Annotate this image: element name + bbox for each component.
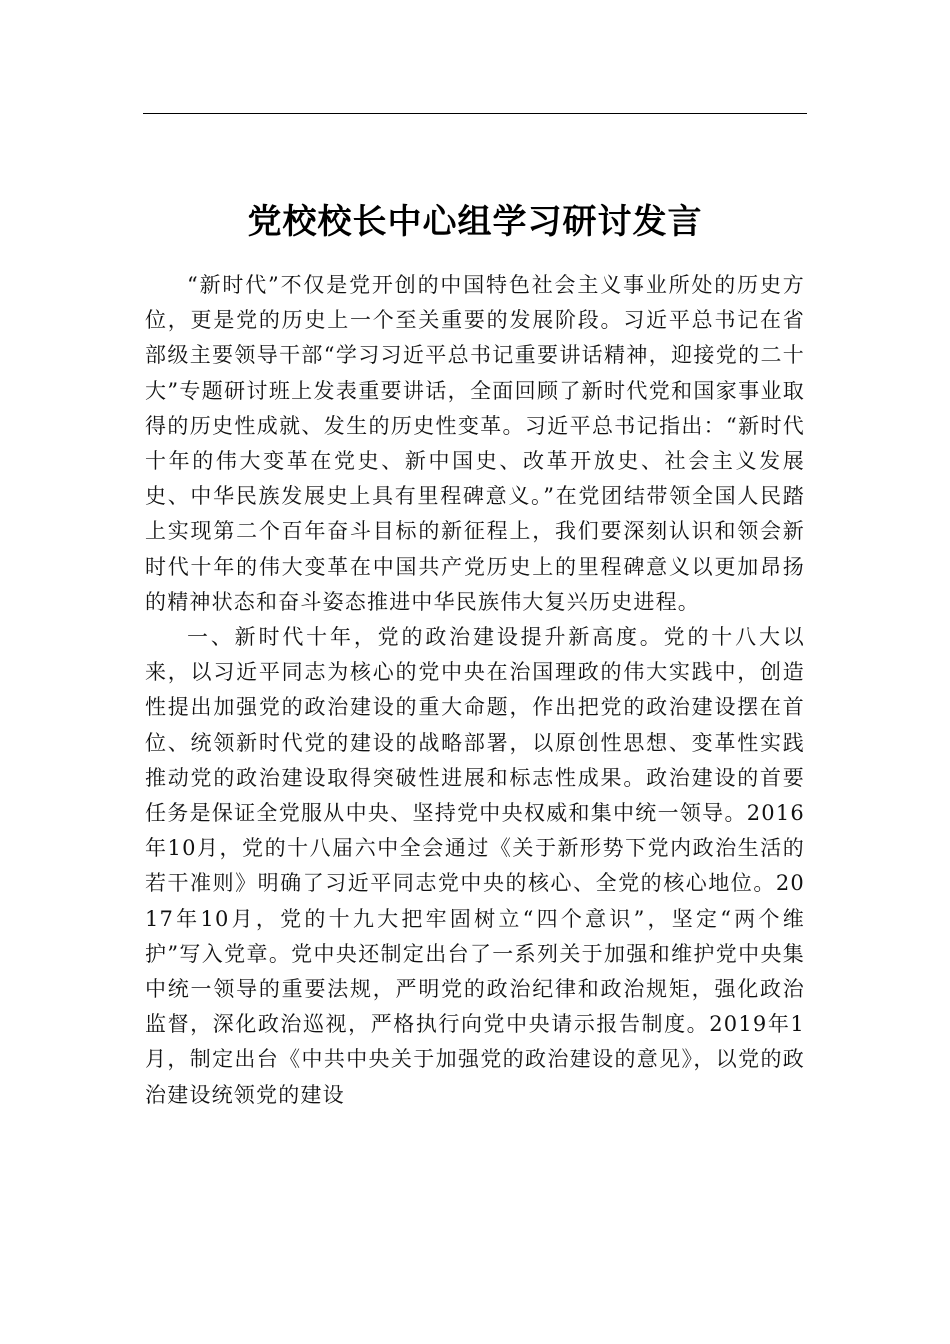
body-paragraph-intro: “新时代”不仅是党开创的中国特色社会主义事业所处的历史方位，更是党的历史上一个至关重要的发展阶段。习近平总书记在省部级主要领导干部“学习习近平总书记重要讲话精神，迎接党的二十大”专题研讨班上发表重要讲话，全面回顾了新时代党和国家事业取得的历史性成就、发生的历史性变革。习近平总书记指出：“新时代十年的伟大变革在党史、新中国史、改革开放史、社会主义发展史、中华民族发展史上具有里程碑意义。”在党团结带领全国人民踏上实现第二个百年奋斗目标的新征程上，我们要深刻认识和领会新时代十年的伟大变革在中国共产党历史上的里程碑意义以更加昂扬的精神状态和奋斗姿态推进中华民族伟大复兴历史进程。: [145, 273, 805, 614]
header-rule: [143, 113, 807, 114]
document-title: 党校校长中心组学习研讨发言: [247, 201, 703, 242]
document-body: [145, 268, 805, 1113]
body-paragraph-section-one: 一、新时代十年，党的政治建设提升新高度。党的十八大以来，以习近平同志为核心的党中央在治国理政的伟大实践中，创造性提出加强党的政治建设的重大命题，作出把党的政治建设摆在首位、统领新时代党的建设的战略部署，以原创性思想、变革性实践推动党的政治建设取得突破性进展和标志性成果。政治建设的首要任务是保证全党服从中央、坚持党中央权威和集中统一领导。2016年10月，党的十八届六中全会通过《关于新形势下党内政治生活的若干准则》明确了习近平同志党中央的核心、全党的核心地位。2017年10月，党的十九大把牢固树立“四个意识”，坚定“两个维护”写入党章。党中央还制定出台了一系列关于加强和维护党中央集中统一领导的重要法规，严明党的政治纪律和政治规矩，强化政治监督，深化政治巡视，严格执行向党中央请示报告制度。2019年1月，制定出台《中共中央关于加强党的政治建设的意见》，以党的政治建设统领党的建设: [145, 625, 805, 1107]
